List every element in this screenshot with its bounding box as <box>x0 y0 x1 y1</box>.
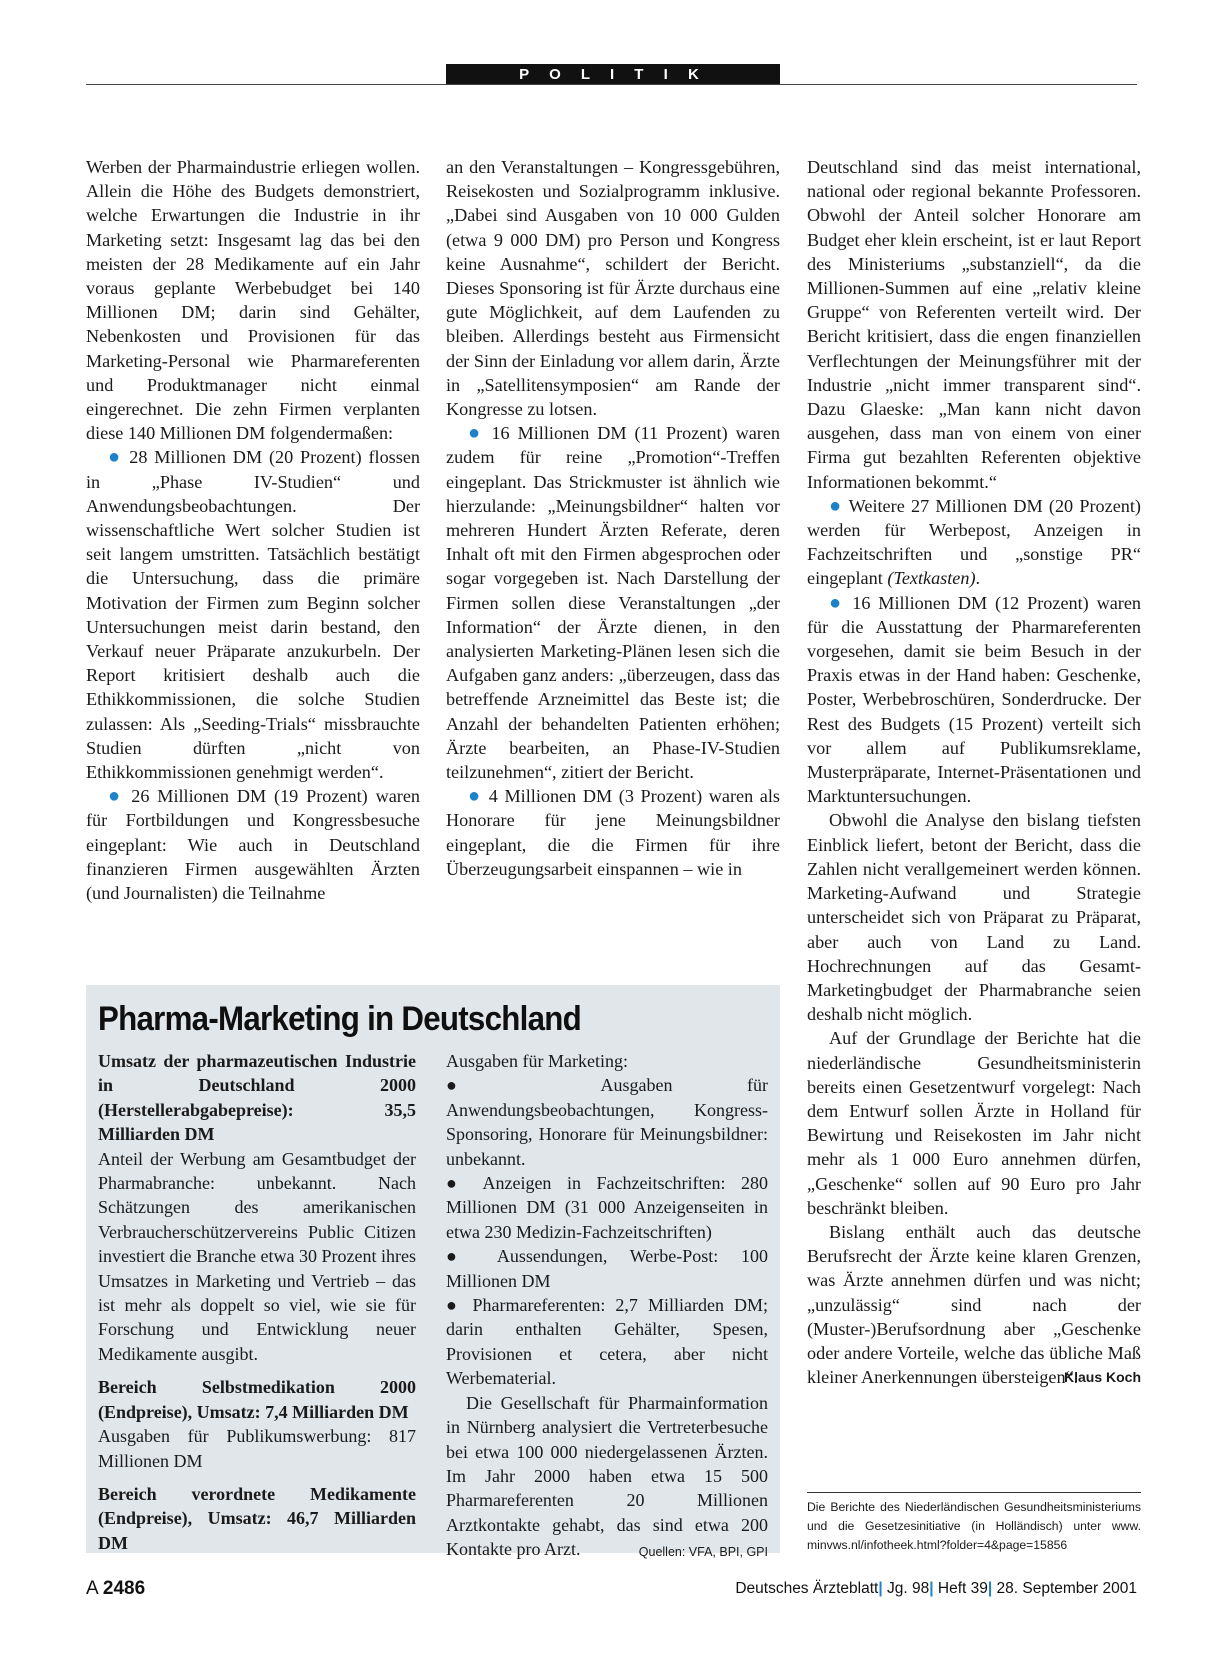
col3-paragraph-3: ● 16 Millionen DM (12 Prozent) waren für die Ausstattung der Pharmareferenten vorgesehen, damit sie beim Besuch in der Praxis etwas in der Hand haben: Geschenke, Poster, Werbebroschüren, Sonderdrucke. Der Rest des Budgets (15 Prozent) verteilt sich vor allem auf Publikumsreklame, Musterpräparate, Internet-Präsentationen und Marktuntersuchungen. <box>807 591 1141 807</box>
col3-paragraph-5: Auf der Grundlage der Berichte hat die niederländische Gesundheitsministerin bereits einen Gesetzentwurf vorgelegt: Nach dem Entwurf sollen Ärzte in Holland für Bewirtung und Reisekosten im Jahr nicht mehr als 1 000 Euro annehmen dürfen, „Geschenke“ sollen auf 90 Euro pro Jahr beschränkt bleiben. <box>807 1028 1141 1218</box>
column-2 <box>446 155 780 881</box>
bullet-dot-icon: ● <box>446 1246 476 1267</box>
column-1 <box>86 155 420 905</box>
col1-paragraph-1: Werben der Pharmaindustrie erliegen wollen. Allein die Höhe des Budgets demonstriert, welche Erwartungen die Industrie in ihr Marketing setzt: Insgesamt lag das bei den meisten der 28 Medikamente auf ein Jahr voraus geplante Werbebudget bei 140 Millionen DM; darin sind Gehälter, Nebenkosten und Provisionen für das Marketing-Personal wie Pharmareferenten und Produktmanager nicht einmal eingerechnet. Die zehn Firmen verplanten diese 140 Millionen DM folgendermaßen: <box>86 157 420 444</box>
bullet-dot-icon: ● <box>829 494 843 517</box>
info-box-intro: Ausgaben für Marketing: <box>446 1051 628 1071</box>
info-box <box>86 985 780 1560</box>
info-box-block-3: Bereich verordnete Medikamente (Endpreise), Umsatz: 46,7 Milliarden DM <box>98 1483 416 1553</box>
bullet-dot-icon: ● <box>468 422 484 445</box>
journal-info: Deutsches Ärzteblatt| Jg. 98| Heft 39| 28. September 2001 <box>735 1580 1137 1597</box>
info-box-block-1: Umsatz der pharmazeutischen Industrie in Deutschland 2000 (Herstellerabgabepreise): 35,5 Milliarden DM Anteil der Werbung am Gesamtbudget der Pharmabranche: unbekannt. Nach Schätzungen des amerikanischen Verbraucherschützervereins Public Citizen investiert die Branche etwa 30 Prozent ihres Umsatzes in Marketing und Vertrieb – das ist mehr als doppelt so viel, wie sie für Forschung und Entwicklung neuer Medikamente ausgibt. <box>98 1051 416 1364</box>
textbox-reference: (Textkasten) <box>887 568 976 589</box>
author-name: Klaus Koch <box>1063 1369 1141 1386</box>
bullet-dot-icon: ● <box>829 591 845 614</box>
info-box-item: ● Anzeigen in Fachzeitschriften: 280 Millionen DM (31 000 Anzeigenseiten in etwa 230 Medizin-Fachzeitschriften) <box>446 1173 768 1242</box>
footnote: Die Berichte des Niederländischen Gesundheitsministeriums und die Gesetzesinitiative (in Holländisch) unter www. minvws.nl/infotheek.html?folder=4&page=15856 <box>807 1500 1141 1552</box>
bullet-dot-icon: ● <box>446 1173 468 1194</box>
column-3 <box>807 155 1141 1390</box>
col3-paragraph-6: Bislang enthält auch das deutsche Berufsrecht der Ärzte keine klaren Grenzen, was Ärzte annehmen dürfen und was nicht; „unzulässig“ sind nach der (Muster-)Berufsordnung aber „Geschenke oder andere Vorteile, welche das übliche Maß kleiner Anerkennungen übersteigen“. <box>807 1221 1141 1388</box>
journal-name: Deutsches Ärzteblatt <box>735 1580 879 1597</box>
col3-paragraph-2: ● Weitere 27 Millionen DM (20 Prozent) werden für Werbepost, Anzeigen in Fachzeitschriften und „sonstige PR“ eingeplant (Textkasten). <box>807 494 1141 589</box>
bullet-dot-icon: ● <box>108 785 124 808</box>
page-number: A 2486 <box>86 1578 146 1599</box>
col1-paragraph-3: ● 26 Millionen DM (19 Prozent) waren für Fortbildungen und Kongressbesuche eingeplant: Wie auch in Deutschland finanzieren Firmen ausgewählten Ärzten (und Journalisten) die Teilnahme <box>86 785 420 904</box>
col2-paragraph-3: ● 4 Millionen DM (3 Prozent) waren als Honorare für jene Meinungsbildner eingeplant, die die Firmen für ihre Überzeugungsarbeit einspannen – wie in <box>446 785 780 879</box>
info-box-item: ● Ausgaben für Anwendungsbeobachtungen, Kongress-Sponsoring, Honorare für Meinungsbildner: unbekannt. <box>446 1075 768 1169</box>
bullet-dot-icon: ● <box>108 446 123 469</box>
bullet-dot-icon: ● <box>468 785 483 808</box>
section-label: P O L I T I K <box>446 64 780 85</box>
info-box-right-column <box>446 1049 768 1565</box>
info-box-item: ● Pharmareferenten: 2,7 Milliarden DM; darin enthalten Gehälter, Spesen, Provisionen et cetera, aber nicht Werbematerial. <box>446 1295 769 1389</box>
info-box-block-2: Bereich Selbstmedikation 2000 (Endpreise), Umsatz: 7,4 Milliarden DM Ausgaben für Publikumswerbung: 817 Millionen DM <box>98 1377 416 1471</box>
bullet-dot-icon: ● <box>446 1075 527 1096</box>
bullet-dot-icon: ● <box>446 1295 463 1316</box>
journal-issue: Heft 39 <box>937 1580 988 1597</box>
footnote-rule <box>807 1492 1141 1493</box>
header-rule <box>86 84 1137 85</box>
col1-paragraph-2: ● 28 Millionen DM (20 Prozent) flossen in „Phase IV-Studien“ und Anwendungsbeobachtungen. Der wissenschaftliche Wert solcher Studien ist seit langem umstritten. Tatsächlich bestätigt die Untersuchung, dass die primäre Motivation der Firmen zum Beginn solcher Untersuchungen meist darin bestand, den Verkauf neuer Präparate anzukurbeln. Der Report kritisiert deshalb auch die Ethikkommissionen, die solche Studien zulassen: Als „Seeding-Trials“ missbrauchte Studien dürften „nicht von Ethikkommissionen genehmigt werden“. <box>86 446 420 783</box>
journal-volume: Jg. 98 <box>887 1580 930 1597</box>
col3-paragraph-1: Deutschland sind das meist international, national oder regional bekannte Professoren. Obwohl der Anteil solcher Honorare am Budget eher klein erscheint, ist er laut Report des Ministeriums „substanziell“, da die Millionen-Summen auf eine „relativ kleine Gruppe“ von Referenten verteilt wird. Der Bericht kritisiert, dass die engen finanziellen Verflechtungen der Meinungsführer mit der Industrie „nicht immer transparent sind“. Dazu Glaeske: „Man kann nicht davon ausgehen, dass man von einem von einer Firma gut bezahlten Referenten objektive Informationen bekommt.“ <box>807 157 1141 492</box>
col2-paragraph-2: ● 16 Millionen DM (11 Prozent) waren zudem für reine „Promotion“-Treffen eingeplant. Das Strickmuster ist ähnlich wie hierzulande: „Meinungsbildner“ halten vor mehreren Hundert Ärzten Referate, deren Inhalt oft mit den Firmen abgesprochen oder sogar vorgegeben ist. Nach Darstellung der Firmen sollen diese Veranstaltungen „der Information“ der Ärzte dienen, in den analysierten Marketing-Plänen lesen sich die Aufgaben ganz anders: „überzeugen, dass das betreffende Arzneimittel das Beste ist; die Anzahl der behandelten Patienten erhöhen; Ärzte bearbeiten, an Phase-IV-Studien teilzunehmen“, zitiert der Bericht. <box>446 422 781 783</box>
col2-paragraph-1: an den Veranstaltungen – Kongressgebühren, Reisekosten und Sozialprogramm inklusive. „Dabei sind Ausgaben von 10 000 Gulden (etwa 9 000 DM) pro Person und Kongress keine Ausnahme“, schildert der Bericht. Dieses Sponsoring ist für Ärzte durchaus eine gute Möglichkeit, auf dem Laufenden zu bleiben. Allerdings besteht aus Firmensicht der Sinn der Einladung vor allem darin, Ärzte in „Satellitensymposien“ am Rande der Kongresse zu lotsen. <box>446 157 780 420</box>
info-box-sources: Quellen: VFA, BPI, GPI <box>638 1545 768 1560</box>
info-box-left-column <box>98 1049 416 1564</box>
info-box-title: Pharma-Marketing in Deutschland <box>98 1000 581 1038</box>
journal-date: 28. September 2001 <box>996 1580 1137 1597</box>
info-box-closing: Die Gesellschaft für Pharmainformation in Nürnberg analysiert die Vertreterbesuche bei etwa 100 000 niedergelassenen Ärzten. Im Jahr 2000 haben etwa 15 500 Pharmareferenten 20 Millionen Arztkontakte gehabt, das sind etwa 200 Kontakte pro Arzt. Quellen: VFA, BPI, GPI <box>446 1391 768 1562</box>
col3-paragraph-4: Obwohl die Analyse den bislang tiefsten Einblick liefert, betont der Bericht, dass die Zahlen nicht verallgemeinert werden können. Marketing-Aufwand und Strategie unterscheidet sich von Präparat zu Präparat, aber auch von Land zu Land. Hochrechnungen auf das Gesamt-Marketingbudget der Pharmabranche seien deshalb nicht möglich. <box>807 810 1141 1025</box>
info-box-item: ● Aussendungen, Werbe-Post: 100 Millionen DM <box>446 1246 768 1291</box>
